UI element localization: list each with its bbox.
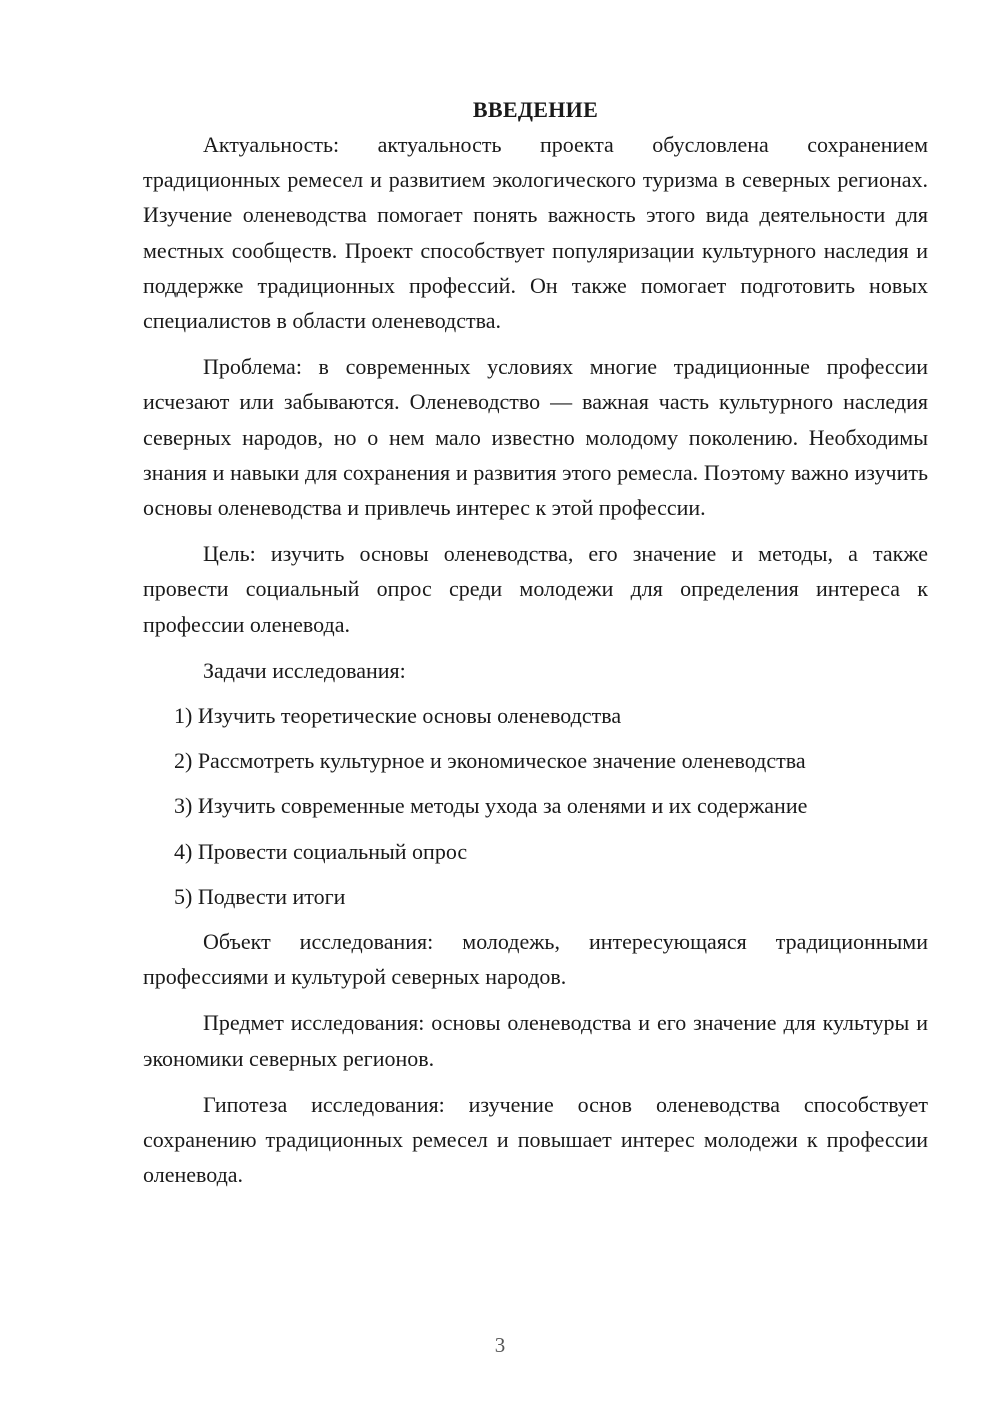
- task-item: 4) Провести социальный опрос: [174, 838, 468, 864]
- task-item: 1) Изучить теоретические основы оленеводства: [174, 703, 622, 729]
- tasks-heading: Задачи исследования:: [203, 657, 406, 683]
- task-item: 5) Подвести итоги: [174, 883, 346, 909]
- paragraph-problem: Проблема: в современных условиях многие традиционные профессии исчезают или забываются. Оленеводство — важная часть культурного наследия северных народов, но о нем мало известно молодому поколению. Необходимы знания и навыки для сохранения и развития этого ремесла. Поэтому важно изучить основы оленеводства и привлечь интерес к этой профессии.: [143, 354, 928, 521]
- paragraph-relevance: Актуальность: актуальность проекта обусловлена сохранением традиционных ремесел и развитием экологического туризма в северных регионах. Изучение оленеводства помогает понять важность этого вида деятельности для местных сообществ. Проект способствует популяризации культурного наследия и поддержке традиционных профессий. Он также помогает подготовить новых специалистов в области оленеводства.: [143, 132, 928, 334]
- task-item: 3) Изучить современные методы ухода за оленями и их содержание: [174, 793, 808, 819]
- task-item: 2) Рассмотреть культурное и экономическое значение оленеводства: [174, 748, 806, 774]
- paragraph-goal: Цель: изучить основы оленеводства, его значение и методы, а также провести социальный опрос среди молодежи для определения интереса к профессии оленевода.: [143, 541, 928, 637]
- document-page: [143, 92, 928, 1203]
- paragraph-object: Объект исследования: молодежь, интересующаяся традиционными профессиями и культурой северных народов.: [143, 929, 928, 990]
- paragraph-subject: Предмет исследования: основы оленеводства и его значение для культуры и экономики северных регионов.: [143, 1010, 928, 1071]
- paragraph-hypothesis: Гипотеза исследования: изучение основ оленеводства способствует сохранению традиционных ремесел и повышает интерес молодежи к профессии оленевода.: [143, 1091, 928, 1188]
- section-title: ВВЕДЕНИЕ: [472, 97, 599, 122]
- page-number: 3: [494, 1333, 506, 1357]
